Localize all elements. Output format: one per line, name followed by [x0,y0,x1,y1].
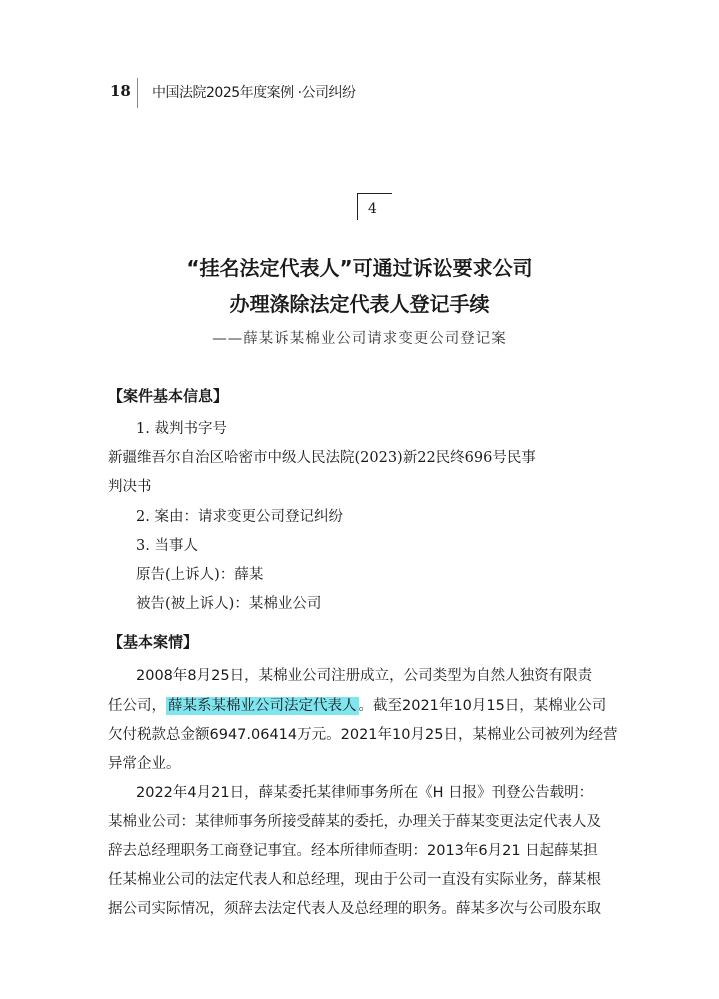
case-number: 4 [368,201,377,217]
facts-p1-line1: 2008年8月25日，某棉业公司注册成立，公司类型为自然人独资有限责 [136,668,593,684]
running-title: 中国法院2025年度案例 ·公司纠纷 [152,85,356,101]
facts-p2-line3: 辞去总经理职务工商登记事宜。经本所律师查明：2013年6月21 日起薛某担 [108,843,598,859]
highlighted-text: 薛某系某棉业公司法定代表人 [168,698,357,714]
facts-p2-line2: 某棉业公司：某律师事务所接受薛某的委托，办理关于薛某变更法定代表人及 [108,814,601,830]
section-heading-facts: 【基本案情】 [108,633,199,651]
plaintiff-line: 原告(上诉人)：薛某 [136,567,264,583]
facts-p1-line3: 欠付税款总金额6947.06414万元。2021年10月25日，某棉业公司被列为经营 [108,727,618,743]
facts-p2-line4: 任某棉业公司的法定代表人和总经理，现由于公司一直没有实际业务，薛某根 [108,872,601,888]
info-item-2: 2. 案由：请求变更公司登记纠纷 [136,509,343,525]
info-item-3: 3. 当事人 [136,538,198,554]
facts-p2-line5: 据公司实际情况，须辞去法定代表人及总经理的职务。薛某多次与公司股东取 [108,901,601,917]
page-number: 18 [110,82,131,100]
facts-p1-line2-pre: 任公司， [108,698,166,714]
info-item-1-text-cont: 判决书 [108,479,152,495]
facts-p1-line2-post: 。截至2021年10月15日，某棉业公司 [358,698,607,714]
section-heading-basic-info: 【案件基本信息】 [108,387,229,405]
facts-p2-line1: 2022年4月21日，薛某委托某律师事务所在《H 日报》刊登公告载明： [136,785,594,801]
info-item-1: 1. 裁判书字号 [136,421,227,437]
facts-p1-line2 [108,694,606,715]
case-subtitle: ——薛某诉某棉业公司请求变更公司登记案 [212,331,507,347]
header-divider [137,78,138,108]
facts-p1-line4: 异常企业。 [108,756,181,772]
defendant-line: 被告(被上诉人)：某棉业公司 [136,596,322,612]
case-title-line2: 办理涤除法定代表人登记手续 [229,292,490,316]
case-title-line1: “挂名法定代表人”可通过诉讼要求公司 [186,256,533,280]
info-item-1-text: 新疆维吾尔自治区哈密市中级人民法院(2023)新22民终696号民事 [108,450,536,466]
